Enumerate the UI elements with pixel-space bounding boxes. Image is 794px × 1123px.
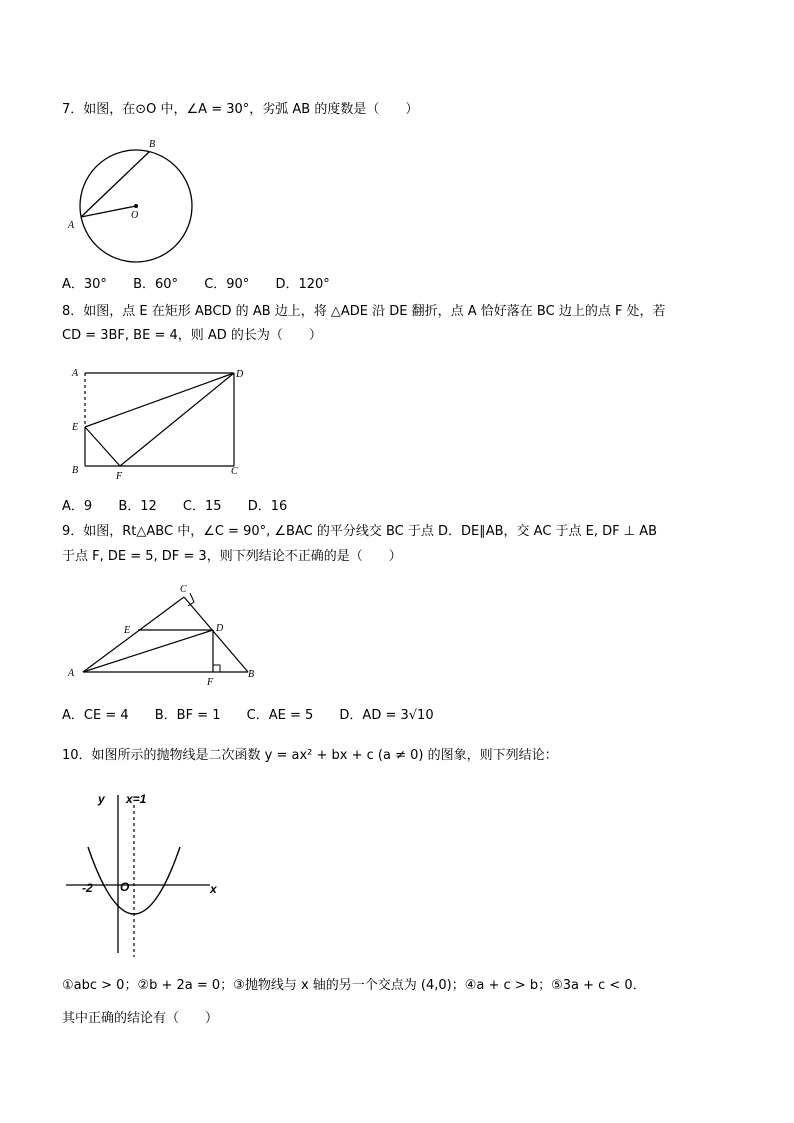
label-b: B — [149, 139, 156, 150]
q7-option-c[interactable]: C．90° — [204, 277, 250, 292]
label-c: C — [231, 466, 238, 477]
q7-option-a[interactable]: A．30° — [62, 277, 107, 292]
label-e: E — [124, 625, 131, 636]
segment-ad — [83, 630, 213, 672]
label-a: A — [68, 668, 75, 679]
q9-triangle-figure — [62, 580, 262, 690]
label-neg2: -2 — [82, 881, 93, 895]
right-angle-c — [188, 593, 194, 606]
label-f: F — [116, 471, 123, 482]
center-point — [134, 204, 138, 208]
q8-option-d[interactable]: D．16 — [247, 499, 288, 514]
label-a: A — [72, 368, 79, 379]
label-f: F — [207, 677, 214, 688]
label-c: C — [180, 584, 187, 595]
side-cb — [184, 597, 248, 672]
label-o: O — [131, 210, 139, 221]
label-d: D — [216, 623, 224, 634]
q10-statements: ①abc > 0；②b + 2a = 0；③抛物线与 x 轴的另一个交点为 (4,0)；④a + c > b；⑤3a + c < 0． — [62, 978, 646, 993]
label-x: x — [210, 882, 217, 896]
q10-closing: 其中正确的结论有（ ） — [62, 1011, 219, 1026]
label-y: y — [98, 792, 105, 806]
right-angle-f — [213, 665, 220, 672]
q7-options — [62, 276, 352, 294]
q9-stem-line2: 于点 F, DE = 5, DF = 3，则下列结论不正确的是（ ） — [62, 549, 402, 564]
q8-option-c[interactable]: C．15 — [182, 499, 222, 514]
q8-stem-line1: 8．如图，点 E 在矩形 ABCD 的 AB 边上，将 △ADE 沿 DE 翻折，点 A 恰好落在 BC 边上的点 F 处，若 — [62, 304, 666, 319]
q7-circle-figure — [62, 133, 202, 268]
segment-ef — [85, 427, 120, 466]
label-b: B — [248, 669, 255, 680]
q7-option-d[interactable]: D．120° — [275, 277, 330, 292]
q8-option-a[interactable]: A．9 — [62, 499, 93, 514]
q8-options — [62, 498, 309, 516]
q9-option-a[interactable]: A．CE = 4 — [62, 708, 129, 723]
q9-option-c[interactable]: C．AE = 5 — [246, 708, 314, 723]
label-origin: O — [120, 880, 130, 894]
q7-stem: 7．如图，在⊙O 中，∠A = 30°，劣弧 AB 的度数是（ ） — [62, 102, 419, 117]
q10-stem: 10．如图所示的抛物线是二次函数 y = ax² + bx + c (a ≠ 0) 的图象，则下列结论： — [62, 748, 558, 763]
q8-option-b[interactable]: B．12 — [118, 499, 157, 514]
segment-ed — [85, 373, 234, 427]
label-e: E — [72, 422, 79, 433]
chord-ab — [81, 152, 149, 217]
label-axis-eq: x=1 — [126, 792, 147, 806]
segment-ao — [81, 206, 136, 217]
label-d: D — [236, 369, 244, 380]
label-b: B — [72, 465, 79, 476]
side-ac — [83, 597, 184, 672]
q9-stem-line1: 9．如图，Rt△ABC 中，∠C = 90°, ∠BAC 的平分线交 BC 于点 D．DE∥AB，交 AC 于点 E, DF ⊥ AB — [62, 524, 658, 539]
q8-stem-line2: CD = 3BF, BE = 4，则 AD 的长为（ ） — [62, 328, 322, 343]
segment-fd — [120, 373, 234, 466]
q9-option-b[interactable]: B．BF = 1 — [154, 708, 221, 723]
q8-rectangle-figure — [62, 360, 252, 485]
q9-option-d[interactable]: D．AD = 3√10 — [339, 708, 434, 723]
q7-option-b[interactable]: B．60° — [133, 277, 179, 292]
q9-options — [62, 707, 456, 725]
label-a: A — [68, 220, 75, 231]
q10-parabola-figure — [62, 785, 232, 960]
